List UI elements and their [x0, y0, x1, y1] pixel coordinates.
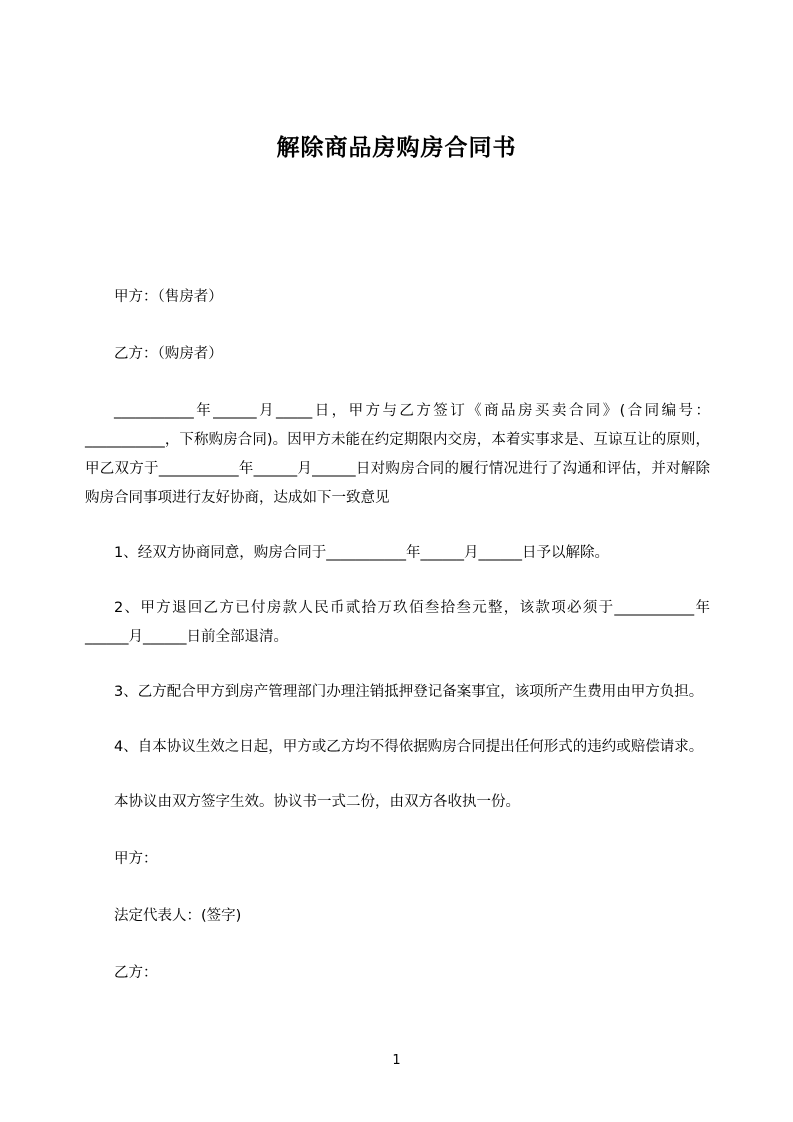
document-body: [85, 283, 710, 988]
clause-item-3: 3、乙方配合甲方到房产管理部门办理注销抵押登记备案事宜，该项所产生费用由甲方负担。: [114, 684, 704, 700]
preamble-paragraph: ___________年______月_____日，甲方与乙方签订《商品房买卖合同》(合同编号：___________，下称购房合同)。因甲方未能在约定期限内交房，本着实事求是、互谅互让的原则，甲乙双方于___________年______月______日对购房合同的履行情况进行了沟通和评估，并对解除购房合同事项进行友好协商，达成如下一致意见: [85, 403, 710, 506]
clause-item-1: 1、经双方协商同意，购房合同于___________年______月______日予以解除。: [114, 545, 609, 561]
clause-item-2: 2、甲方退回乙方已付房款人民币贰拾万玖佰叁拾叁元整，该款项必须于___________年______月______日前全部退清。: [85, 600, 710, 645]
page-title: 解除商品房购房合同书: [276, 135, 517, 161]
signature-party-b: 乙方：: [114, 965, 158, 981]
clause-item-4: 4、自本协议生效之日起，甲方或乙方均不得依据购房合同提出任何形式的违约或赔偿请求。: [114, 739, 704, 755]
spacer: [85, 817, 710, 845]
spacer: [85, 513, 710, 539]
signature-party-a: 甲方：: [114, 851, 158, 867]
spacer: [85, 931, 710, 959]
signature-legal-representative: 法定代表人：(签字): [114, 908, 242, 924]
spacer: [85, 312, 710, 340]
page-number: 1: [392, 1053, 401, 1068]
party-a-line: 甲方：（售房者）: [114, 289, 223, 305]
spacer: [85, 568, 710, 594]
spacer: [85, 369, 710, 397]
spacer: [85, 707, 710, 733]
spacer: [85, 762, 710, 788]
party-b-line: 乙方：（购房者）: [114, 346, 223, 362]
effect-paragraph: 本协议由双方签字生效。协议书一式二份，由双方各收执一份。: [114, 794, 520, 810]
spacer: [85, 652, 710, 678]
spacer: [85, 874, 710, 902]
